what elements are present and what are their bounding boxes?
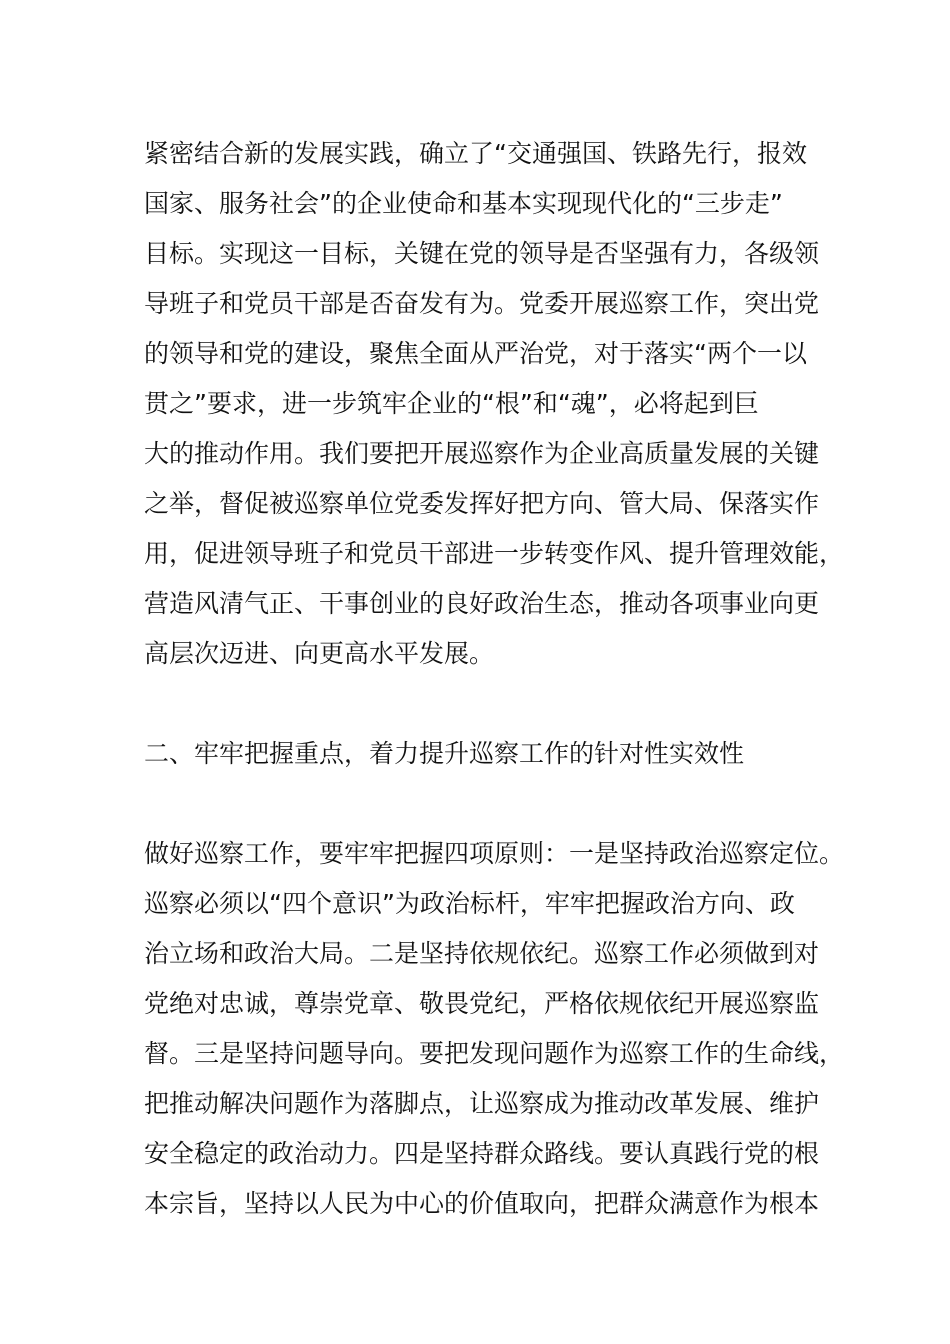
text-line: 督。三是坚持问题导向。要把发现问题作为巡察工作的生命线， [144,1039,845,1068]
text-line: 大的推动作用。我们要把开展巡察作为企业高质量发展的关键 [144,439,820,468]
text-line: 治立场和政治大局。二是坚持依规依纪。巡察工作必须做到对 [144,939,820,968]
paragraph-spacer [144,779,820,829]
text-line: 导班子和党员干部是否奋发有为。党委开展巡察工作，突出党 [144,289,820,318]
paragraph-1 [144,129,845,679]
text-line: 目标。实现这一目标，关键在党的领导是否坚强有力，各级领 [144,239,820,268]
document-body [144,129,845,1229]
text-line: 做好巡察工作，要牢牢把握四项原则：一是坚持政治巡察定位。 [144,839,845,868]
paragraph-2 [144,829,845,1229]
text-line: 营造风清气正、干事创业的良好政治生态，推动各项事业向更 [144,589,820,618]
text-line: 高层次迈进、向更高水平发展。 [144,639,495,668]
text-line: 把推动解决问题作为落脚点，让巡察成为推动改革发展、维护 [144,1089,820,1118]
text-line: 紧密结合新的发展实践，确立了“交通强国、铁路先行，报效 [144,139,807,168]
text-line: 的领导和党的建设，聚焦全面从严治党，对于落实“两个一以 [144,339,807,368]
text-line: 巡察必须以“四个意识”为政治标杆，牢牢把握政治方向、政 [144,889,795,918]
text-line: 国家、服务社会”的企业使命和基本实现现代化的“三步走” [144,189,783,218]
text-line: 之举，督促被巡察单位党委发挥好把方向、管大局、保落实作 [144,489,820,518]
paragraph-spacer [144,679,820,729]
text-line: 本宗旨，坚持以人民为中心的价值取向，把群众满意作为根本 [144,1189,820,1218]
text-line: 用，促进领导班子和党员干部进一步转变作风、提升管理效能， [144,539,845,568]
text-line: 安全稳定的政治动力。四是坚持群众路线。要认真践行党的根 [144,1139,820,1168]
text-line: 党绝对忠诚，尊崇党章、敬畏党纪，严格依规依纪开展巡察监 [144,989,820,1018]
section-heading: 二、牢牢把握重点，着力提升巡察工作的针对性实效性 [144,739,745,768]
text-line: 贯之”要求，进一步筑牢企业的“根”和“魂”，必将起到巨 [144,389,759,418]
